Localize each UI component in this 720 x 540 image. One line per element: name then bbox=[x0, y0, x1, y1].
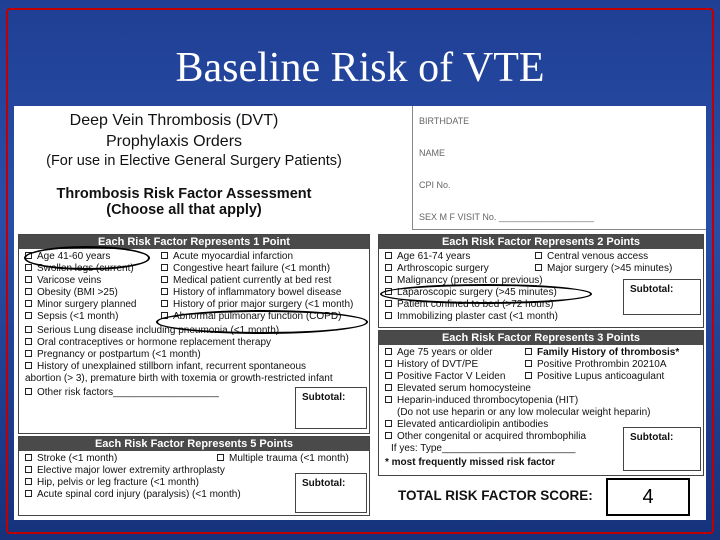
birthdate-field: BIRTHDATE bbox=[419, 116, 470, 126]
checkbox[interactable] bbox=[385, 264, 392, 271]
risk-item: Major surgery (>45 minutes) bbox=[535, 263, 672, 275]
checkbox[interactable] bbox=[525, 360, 532, 367]
risk-item: History of inflammatory bowel disease bbox=[161, 287, 341, 299]
risk-item: Oral contraceptives or hormone replacement therapy bbox=[25, 337, 271, 349]
checkbox[interactable] bbox=[25, 338, 32, 345]
risk-item: Stroke (<1 month) bbox=[25, 453, 117, 465]
risk-item: Other congenital or acquired thrombophilia bbox=[385, 431, 586, 443]
total-score-label: TOTAL RISK FACTOR SCORE: bbox=[398, 488, 593, 503]
risk-item: Abnormal pulmonary function (COPD) bbox=[161, 311, 341, 323]
missed-risk-footnote: * most frequently missed risk factor bbox=[385, 457, 556, 468]
checkbox[interactable] bbox=[25, 300, 32, 307]
assessment-heading bbox=[14, 186, 414, 218]
form-title-line3: (For use in Elective General Surgery Patients) bbox=[46, 153, 342, 169]
checkbox[interactable] bbox=[25, 454, 32, 461]
checkbox[interactable] bbox=[385, 348, 392, 355]
risk-item: Heparin-induced thrombocytopenia (HIT) bbox=[385, 395, 578, 407]
risk-item: Positive Factor V Leiden bbox=[385, 371, 505, 383]
assessment-subtitle: (Choose all that apply) bbox=[106, 202, 262, 218]
checkbox[interactable] bbox=[385, 432, 392, 439]
risk-item: Hip, pelvis or leg fracture (<1 month) bbox=[25, 477, 199, 489]
form-title-line1: Deep Vein Thrombosis (DVT) bbox=[69, 112, 279, 129]
risk-item: Positive Prothrombin 20210A bbox=[525, 359, 667, 371]
five-point-box bbox=[18, 436, 370, 516]
risk-item: Other risk factors___________________ bbox=[25, 387, 219, 399]
total-score-value: 4 bbox=[606, 478, 690, 516]
one-point-subtotal[interactable]: Subtotal: bbox=[295, 387, 367, 429]
risk-item: Family History of thrombosis* bbox=[525, 347, 679, 359]
checkbox[interactable] bbox=[25, 388, 32, 395]
five-point-header: Each Risk Factor Represents 5 Points bbox=[19, 437, 369, 451]
two-point-subtotal[interactable]: Subtotal: bbox=[623, 279, 701, 315]
risk-item: Age 61-74 years bbox=[385, 251, 470, 263]
slide-title: Baseline Risk of VTE bbox=[175, 45, 545, 91]
risk-item-note: (Do not use heparin or any low molecular weight heparin) bbox=[397, 407, 651, 418]
checkbox[interactable] bbox=[161, 252, 168, 259]
risk-item: Elevated serum homocysteine bbox=[385, 383, 531, 395]
risk-item: Positive Lupus anticoagulant bbox=[525, 371, 664, 383]
three-point-header: Each Risk Factor Represents 3 Points bbox=[379, 331, 703, 345]
checkbox[interactable] bbox=[25, 362, 32, 369]
highlight-oval-age bbox=[24, 246, 150, 270]
name-field: NAME bbox=[419, 148, 446, 158]
risk-item: History of unexplained stillborn infant, recurrent spontaneous bbox=[25, 361, 306, 373]
highlight-oval-copd bbox=[156, 310, 368, 334]
risk-item: Multiple trauma (<1 month) bbox=[217, 453, 349, 465]
risk-item: Arthroscopic surgery bbox=[385, 263, 489, 275]
risk-item: Age 41-60 years bbox=[25, 251, 110, 263]
risk-item-continued: abortion (> 3), premature birth with toxemia or growth-restricted infant bbox=[25, 373, 333, 384]
checkbox[interactable] bbox=[385, 384, 392, 391]
form-title-line2: Prophylaxis Orders bbox=[105, 133, 243, 150]
checkbox[interactable] bbox=[535, 252, 542, 259]
risk-item: Medical patient currently at bed rest bbox=[161, 275, 331, 287]
checkbox[interactable] bbox=[161, 288, 168, 295]
risk-item: Immobilizing plaster cast (<1 month) bbox=[385, 311, 558, 323]
highlight-oval-laparoscopic bbox=[380, 284, 592, 304]
risk-item: Minor surgery planned bbox=[25, 299, 137, 311]
dvt-form-document bbox=[14, 106, 706, 520]
two-point-box bbox=[378, 234, 704, 328]
thrombophilia-type-field[interactable]: If yes: Type________________________ bbox=[391, 443, 576, 454]
risk-item: Sepsis (<1 month) bbox=[25, 311, 118, 323]
patient-info-box bbox=[412, 106, 706, 230]
risk-item: History of prior major surgery (<1 month) bbox=[161, 299, 353, 311]
checkbox[interactable] bbox=[385, 360, 392, 367]
risk-item: Elevated anticardiolipin antibodies bbox=[385, 419, 548, 431]
risk-item: History of DVT/PE bbox=[385, 359, 478, 371]
checkbox[interactable] bbox=[525, 348, 532, 355]
checkbox[interactable] bbox=[161, 276, 168, 283]
checkbox[interactable] bbox=[525, 372, 532, 379]
checkbox[interactable] bbox=[25, 466, 32, 473]
risk-item: Age 75 years or older bbox=[385, 347, 493, 359]
risk-item: Obesity (BMI >25) bbox=[25, 287, 118, 299]
risk-item: Serious Lung disease including pneumonia (<1 month) bbox=[25, 325, 279, 337]
checkbox[interactable] bbox=[25, 490, 32, 497]
risk-item: Laparoscopic surgery (>45 minutes) bbox=[385, 287, 557, 299]
checkbox[interactable] bbox=[217, 454, 224, 461]
checkbox[interactable] bbox=[25, 312, 32, 319]
risk-item: Pregnancy or postpartum (<1 month) bbox=[25, 349, 201, 361]
cpi-field: CPI No. bbox=[419, 180, 451, 190]
checkbox[interactable] bbox=[385, 372, 392, 379]
checkbox[interactable] bbox=[25, 288, 32, 295]
checkbox[interactable] bbox=[25, 350, 32, 357]
checkbox[interactable] bbox=[25, 276, 32, 283]
checkbox[interactable] bbox=[385, 276, 392, 283]
sex-visit-field: SEX M F VISIT No. ___________________ bbox=[419, 212, 594, 222]
checkbox[interactable] bbox=[385, 312, 392, 319]
assessment-title: Thrombosis Risk Factor Assessment bbox=[56, 186, 312, 202]
risk-item: Malignancy (present or previous) bbox=[385, 275, 543, 287]
two-point-header: Each Risk Factor Represents 2 Points bbox=[379, 235, 703, 249]
five-point-subtotal[interactable]: Subtotal: bbox=[295, 473, 367, 513]
checkbox[interactable] bbox=[385, 252, 392, 259]
three-point-box bbox=[378, 330, 704, 476]
checkbox[interactable] bbox=[25, 326, 32, 333]
checkbox[interactable] bbox=[25, 478, 32, 485]
risk-item: Patient confined to bed (>72 hours) bbox=[385, 299, 554, 311]
checkbox[interactable] bbox=[161, 264, 168, 271]
checkbox[interactable] bbox=[25, 264, 32, 271]
one-point-header: Each Risk Factor Represents 1 Point bbox=[19, 235, 369, 249]
risk-item: Varicose veins bbox=[25, 275, 101, 287]
risk-item: Acute spinal cord injury (paralysis) (<1 month) bbox=[25, 489, 241, 501]
checkbox[interactable] bbox=[535, 264, 542, 271]
three-point-subtotal[interactable]: Subtotal: bbox=[623, 427, 701, 471]
checkbox[interactable] bbox=[161, 300, 168, 307]
risk-item: Swollen legs (current) bbox=[25, 263, 134, 275]
risk-item: Congestive heart failure (<1 month) bbox=[161, 263, 330, 275]
checkbox[interactable] bbox=[385, 396, 392, 403]
checkbox[interactable] bbox=[385, 420, 392, 427]
risk-item: Elective major lower extremity arthroplasty bbox=[25, 465, 225, 477]
risk-item: Acute myocardial infarction bbox=[161, 251, 293, 263]
checkbox[interactable] bbox=[385, 300, 392, 307]
risk-item: Central venous access bbox=[535, 251, 648, 263]
